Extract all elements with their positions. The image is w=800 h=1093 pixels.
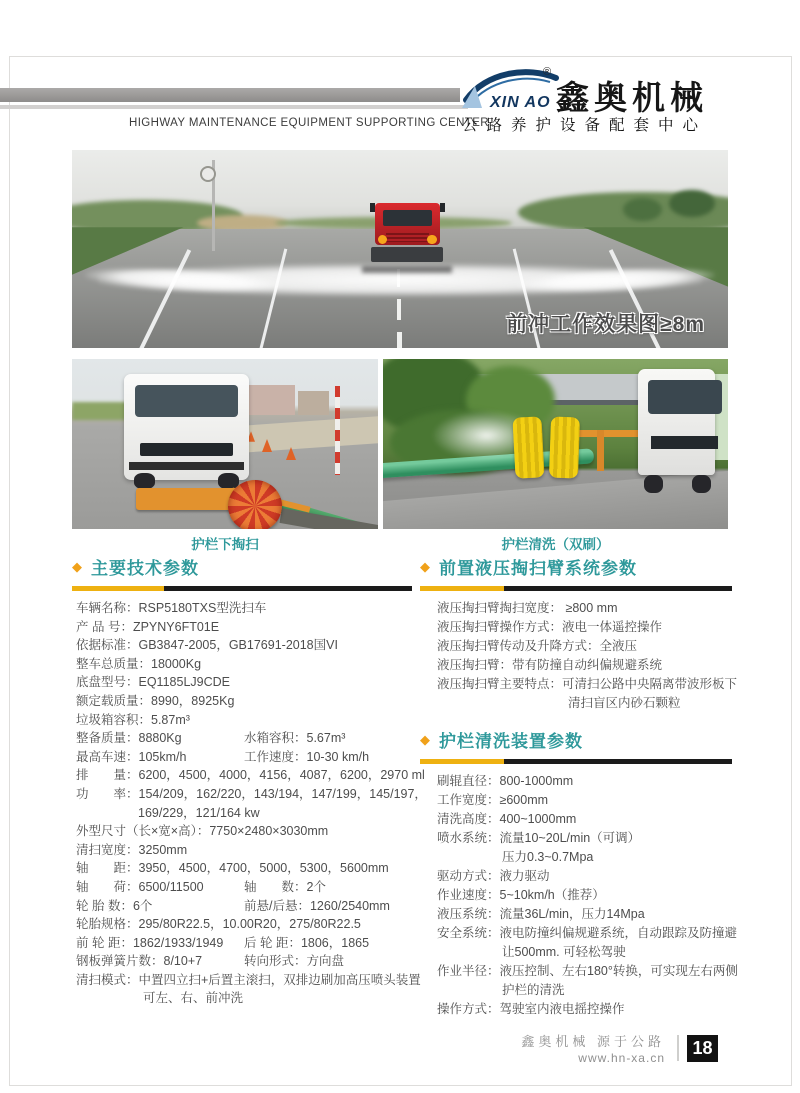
- spec-text: 驱动方式：液力驱动: [437, 869, 550, 883]
- footer-divider: [677, 1035, 679, 1061]
- mirror-graphic: [370, 203, 375, 212]
- mirror-graphic: [440, 203, 445, 212]
- spec-row: [72, 878, 412, 897]
- traffic-cone-graphic: [286, 447, 296, 460]
- spec-row: [72, 618, 412, 637]
- curb-graphic: [280, 508, 378, 529]
- spec-row: [72, 599, 412, 618]
- spec-row: [72, 785, 427, 804]
- photo-guardrail-washing: [383, 359, 728, 529]
- spec-row: [72, 692, 412, 711]
- spec-text: 水箱容积：5.67m³: [244, 731, 346, 746]
- spec-text: 钢板弹簧片数：8/10+7: [76, 954, 203, 969]
- spec-row: [72, 636, 412, 655]
- caption-guardrail-sweep: 护栏下掏扫: [191, 537, 259, 552]
- diamond-bullet-icon: ◆: [72, 559, 82, 574]
- spec-row: [420, 656, 732, 675]
- traffic-cone-graphic: [262, 439, 272, 452]
- spec-text: 额定载质量：8990，8925Kg: [76, 693, 235, 708]
- section-main-specs: [72, 554, 427, 1008]
- page-footer: [521, 1031, 718, 1065]
- spec-row: [72, 711, 412, 730]
- spec-text: 清扫模式：中置四立扫+后置主滚扫，双排边刷加高压喷头装置: [76, 972, 421, 987]
- page-number: 18: [687, 1035, 718, 1062]
- spec-text: 清洗高度：400~1000mm: [437, 812, 577, 826]
- spec-row: [420, 886, 732, 905]
- spec-text: 轴 距：3950，4500，4700，5000，5300，5600mm: [76, 861, 389, 876]
- spec-row: [420, 943, 732, 962]
- spec-text: 压力0.3~0.7Mpa: [502, 850, 594, 864]
- spec-text: 底盘型号：EQ1185LJ9CDE: [76, 675, 230, 690]
- spec-row: [72, 804, 412, 823]
- spec-text: 前 轮 距：1862/1933/1949: [76, 935, 224, 950]
- headlight-graphic: [427, 235, 436, 244]
- spec-row: [72, 748, 412, 767]
- spec-text: 排 量：6200，4500，4000，4156，4087，6200，2970 ml: [76, 768, 425, 783]
- rotary-brush-graphic: [228, 480, 282, 529]
- spec-text: 外型尺寸（长×宽×高）：7750×2480×3030mm: [76, 824, 329, 839]
- brand-name: 鑫奥机械: [556, 79, 708, 116]
- spec-row: [420, 637, 732, 656]
- spec-row: [72, 859, 412, 878]
- spec-text: 液压掏扫臂传动及升降方式：全液压: [437, 639, 638, 653]
- spec-row: [72, 766, 425, 785]
- spec-text: 工作宽度：≥600mm: [437, 793, 549, 807]
- main-photo-forward-flushing: [72, 150, 728, 348]
- section-divider: [420, 759, 732, 764]
- spec-text: 轮 胎 数：6个: [76, 898, 153, 913]
- spec-text: 液压掏扫臂掏扫宽度： ≥800 mm: [437, 601, 618, 615]
- spec-text: 作业速度：5~10km/h（推荐）: [437, 888, 605, 902]
- section-header: [420, 554, 732, 579]
- spec-row: [420, 675, 738, 694]
- road-sign-graphic: [200, 166, 216, 182]
- section-header: [420, 727, 732, 752]
- building-graphic: [243, 385, 295, 416]
- diamond-bullet-icon: ◆: [420, 559, 430, 574]
- right-column: [420, 554, 738, 1019]
- spec-row: [72, 952, 412, 971]
- tree-graphic: [669, 190, 715, 218]
- main-photo-caption: 前冲工作效果图≥8m: [506, 313, 706, 337]
- spec-row: [72, 989, 412, 1008]
- spec-row: [420, 1000, 732, 1019]
- spec-row: [72, 971, 421, 990]
- spec-row: [420, 981, 732, 1000]
- spec-text: 可左、右、前冲洗: [143, 991, 244, 1006]
- logo-wordmark: XIN AO: [490, 94, 551, 111]
- section-divider: [420, 586, 732, 591]
- header-subtitle-cn: 公路养护设备配套中心: [462, 117, 708, 134]
- footer-website: www.hn-xa.cn: [578, 1051, 665, 1065]
- spec-row: [72, 673, 412, 692]
- spec-row: [420, 772, 732, 791]
- section-header: [72, 554, 412, 579]
- spec-row: [420, 694, 732, 713]
- spec-text: 刷辊直径：800-1000mm: [437, 774, 574, 788]
- spec-text: 整备质量：8880Kg: [76, 731, 182, 746]
- spec-text: 后 轮 距：1806，1865: [244, 935, 370, 950]
- section-title: 前置液压掏扫臂系统参数: [439, 559, 637, 578]
- spec-row: [420, 618, 732, 637]
- spec-text: 让500mm. 可轻松驾驶: [502, 945, 626, 959]
- spec-text: 轴 荷：6500/11500: [76, 879, 204, 894]
- yellow-brush-graphic: [513, 416, 545, 479]
- spec-row: [420, 829, 732, 848]
- spec-row: [420, 867, 732, 886]
- grille-graphic: [386, 233, 429, 243]
- divider-yellow: [420, 759, 504, 764]
- spec-row: [72, 655, 412, 674]
- photo-guardrail-under-sweep: [72, 359, 378, 529]
- spec-row: [420, 848, 732, 867]
- wheel-graphic: [134, 473, 155, 489]
- spec-text: 液压掏扫臂主要特点：可清扫公路中央隔离带波形板下: [437, 677, 738, 691]
- divider-yellow: [72, 586, 164, 591]
- yellow-brush-graphic: [549, 416, 580, 478]
- grille-graphic: [140, 443, 233, 456]
- lane-dash-graphic: [397, 332, 402, 348]
- caption-guardrail-wash: 护栏清洗（双刷）: [501, 537, 610, 552]
- spec-text: 液压掏扫臂操作方式：液电一体遥控操作: [437, 620, 663, 634]
- wheel-graphic: [692, 475, 711, 493]
- spec-text: 车辆名称：RSP5180TXS型洗扫车: [76, 601, 267, 615]
- spec-text: 垃圾箱容积：5.87m³: [76, 712, 190, 727]
- building-graphic: [298, 391, 329, 415]
- spec-list: [420, 772, 738, 1019]
- divider-black: [504, 586, 732, 591]
- chassis-graphic: [371, 247, 443, 262]
- bumper-graphic: [129, 462, 244, 469]
- spec-text: 清扫宽度：3250mm: [76, 842, 188, 857]
- header-gray-bar: [0, 88, 460, 102]
- red-truck-graphic: [371, 200, 443, 275]
- striped-pole-graphic: [335, 386, 340, 474]
- spec-text: 整车总质量：18000Kg: [76, 656, 202, 671]
- spec-row: [72, 934, 412, 953]
- windshield-graphic: [648, 380, 723, 415]
- grille-graphic: [651, 436, 718, 449]
- spec-text: 前悬/后悬：1260/2540mm: [244, 898, 390, 913]
- spec-row: [72, 729, 412, 748]
- white-truck-graphic: [124, 374, 249, 496]
- diamond-bullet-icon: ◆: [420, 732, 430, 747]
- footer-text: [521, 1031, 665, 1065]
- spec-text: 功 率：154/209，162/220，143/194，147/199，145/197，: [76, 786, 427, 801]
- spec-text: 液压掏扫臂：带有防撞自动纠偏规避系统: [437, 658, 663, 672]
- section-divider: [72, 586, 412, 591]
- spec-text: 轴 数：2个: [244, 879, 326, 894]
- spec-row: [420, 810, 732, 829]
- section-hydraulic-arm: [420, 554, 738, 713]
- spec-text: 安全系统：液电防撞纠偏规避系统，自动跟踪及防撞避: [437, 926, 738, 940]
- spec-text: 轮胎规格：295/80R22.5，10.00R20，275/80R22.5: [76, 917, 361, 932]
- wash-arm-graphic: [597, 430, 604, 471]
- spec-row: [72, 897, 412, 916]
- spec-text: 产 品 号：ZPYNY6FT01E: [76, 619, 220, 634]
- spec-text: 清扫盲区内砂石颗粒: [568, 696, 681, 710]
- header-subtitle-en: HIGHWAY MAINTENANCE EQUIPMENT SUPPORTING CENTER: [129, 117, 490, 129]
- section-title: 主要技术参数: [91, 559, 199, 578]
- spec-text: 工作速度：10-30 km/h: [244, 749, 370, 764]
- spec-text: 液压系统：流量36L/min，压力14Mpa: [437, 907, 645, 921]
- spec-row: [420, 599, 732, 618]
- header-thin-bar: [0, 105, 468, 109]
- section-title: 护栏清洗装置参数: [439, 732, 583, 751]
- spec-list: [420, 599, 738, 713]
- windshield-graphic: [383, 210, 432, 226]
- spec-row: [72, 915, 412, 934]
- white-truck-graphic: [638, 369, 728, 498]
- windshield-graphic: [135, 385, 238, 417]
- spec-text: 169/229，121/164 kw: [138, 805, 260, 820]
- spec-text: 作业半径：液压控制、左右180°转换，可实现左右两侧: [437, 964, 738, 978]
- spec-text: 最高车速：105km/h: [76, 749, 187, 764]
- spec-text: 转向形式：方向盘: [244, 954, 345, 969]
- spec-list: [72, 599, 427, 1008]
- spec-row: [72, 841, 412, 860]
- truck-shadow-graphic: [362, 266, 451, 273]
- spec-row: [72, 822, 412, 841]
- spec-text: 依据标准：GB3847-2005，GB17691-2018国VI: [76, 638, 338, 653]
- spec-text: 喷水系统：流量10~20L/min（可调）: [437, 831, 641, 845]
- spec-row: [420, 791, 732, 810]
- section-gap: [420, 713, 732, 727]
- spec-row: [420, 962, 738, 981]
- wheel-graphic: [644, 475, 663, 493]
- footer-slogan: 鑫奥机械 源于公路: [521, 1034, 665, 1049]
- divider-black: [164, 586, 412, 591]
- spec-text: 操作方式：驾驶室内液电摇控操作: [437, 1002, 625, 1016]
- spec-row: [420, 905, 732, 924]
- section-guardrail-washer: [420, 727, 738, 1019]
- registered-mark-icon: ®: [543, 66, 552, 78]
- spec-text: 护栏的清洗: [502, 983, 565, 997]
- lane-dash-graphic: [397, 299, 401, 321]
- divider-black: [504, 759, 732, 764]
- divider-yellow: [420, 586, 504, 591]
- spec-row: [420, 924, 738, 943]
